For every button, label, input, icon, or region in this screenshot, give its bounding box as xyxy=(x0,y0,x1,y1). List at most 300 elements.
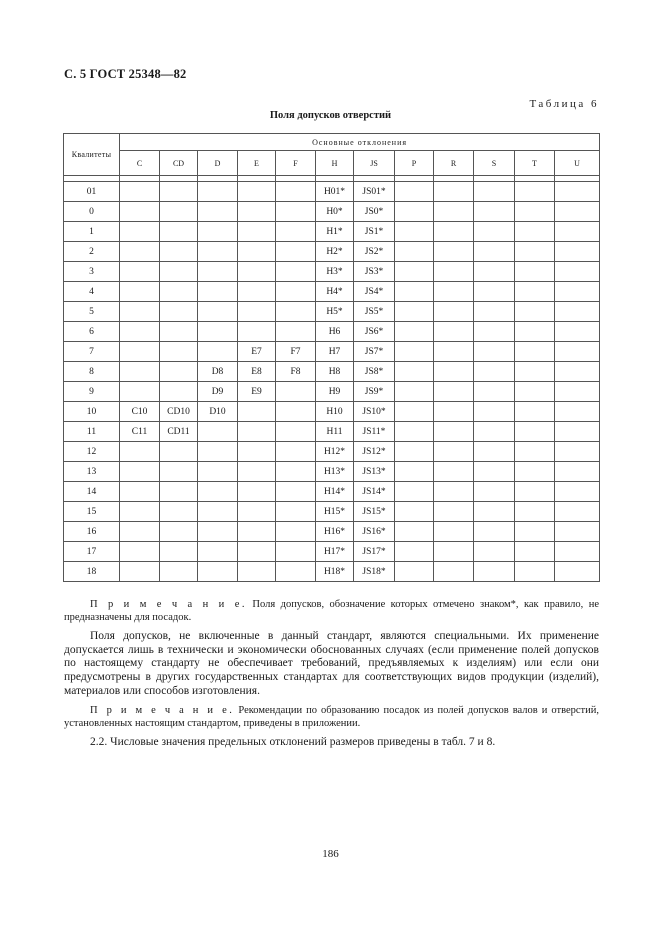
tolerance-cell xyxy=(276,202,316,222)
tolerance-cell xyxy=(434,202,474,222)
tolerance-cell xyxy=(395,402,434,422)
tolerance-cell xyxy=(276,262,316,282)
tolerance-cell xyxy=(120,282,160,302)
tolerance-cell xyxy=(120,442,160,462)
tolerance-cell xyxy=(276,502,316,522)
special-tolerances-paragraph: Поля допусков, не включенные в данный стандарт, являются специальными. Их применение допускается лишь в технически и экономически обоснованных случаях (если применение полей допусков по настоящему стандарту не обеспечивает требований, предъявляемых к изделиям) или если они предусмотрены в других государственных стандартах для соответствующих видов продукции (изделий), материалов или способов изготовления. xyxy=(64,630,599,697)
tolerance-cell xyxy=(474,342,515,362)
tolerance-cell: H0* xyxy=(316,202,354,222)
tolerance-cell: F7 xyxy=(276,342,316,362)
tolerance-cell xyxy=(276,462,316,482)
tolerance-cell: JS16* xyxy=(354,522,395,542)
tolerance-cell xyxy=(555,182,600,202)
tolerance-cell xyxy=(395,262,434,282)
tolerance-cell xyxy=(395,522,434,542)
table-row xyxy=(64,442,600,462)
tolerance-cell: H18* xyxy=(316,562,354,582)
tolerance-cell xyxy=(474,182,515,202)
tolerance-cell xyxy=(160,442,198,462)
tolerance-cell xyxy=(474,442,515,462)
tolerance-cell xyxy=(160,342,198,362)
tolerance-cell xyxy=(276,482,316,502)
tolerance-cell: H14* xyxy=(316,482,354,502)
tolerance-cell xyxy=(198,322,238,342)
tolerance-cell xyxy=(434,262,474,282)
tolerance-cell xyxy=(395,342,434,362)
tolerance-cell xyxy=(434,482,474,502)
tolerance-cell xyxy=(555,262,600,282)
qualitet-cell: 0 xyxy=(64,202,120,222)
column-header-h: H xyxy=(316,151,354,176)
tolerance-cell xyxy=(276,542,316,562)
tolerance-cell xyxy=(515,342,555,362)
table-row xyxy=(64,502,600,522)
table-row xyxy=(64,462,600,482)
tolerance-cell: JS8* xyxy=(354,362,395,382)
table-label: Таблица 6 xyxy=(529,98,599,110)
tolerance-cell xyxy=(515,502,555,522)
tolerance-cell xyxy=(395,562,434,582)
tolerance-cell xyxy=(434,422,474,442)
tolerance-cell xyxy=(555,462,600,482)
tolerance-cell xyxy=(474,482,515,502)
tolerance-cell xyxy=(555,282,600,302)
tolerance-cell: CD10 xyxy=(160,402,198,422)
tolerance-cell xyxy=(515,242,555,262)
tolerance-cell xyxy=(474,422,515,442)
tolerance-cell xyxy=(474,382,515,402)
tolerance-cell xyxy=(515,382,555,402)
tolerance-cell xyxy=(198,282,238,302)
tolerance-cell xyxy=(474,542,515,562)
tolerance-cell xyxy=(434,522,474,542)
tolerance-cell xyxy=(120,362,160,382)
tolerance-cell: JS12* xyxy=(354,442,395,462)
tolerance-cell xyxy=(515,542,555,562)
table-row xyxy=(64,362,600,382)
tolerance-cell xyxy=(395,282,434,302)
tolerance-cell xyxy=(515,442,555,462)
tolerance-cell xyxy=(474,282,515,302)
tolerance-cell xyxy=(434,402,474,422)
tolerance-cell xyxy=(474,242,515,262)
tolerance-cell xyxy=(395,222,434,242)
tolerance-cell xyxy=(238,202,276,222)
tolerance-cell xyxy=(555,502,600,522)
tolerance-cell: H2* xyxy=(316,242,354,262)
qualitet-cell: 9 xyxy=(64,382,120,402)
tolerance-cell xyxy=(160,282,198,302)
tolerance-cell xyxy=(276,562,316,582)
tolerance-cell xyxy=(555,482,600,502)
tolerance-cell xyxy=(474,202,515,222)
tolerance-cell: JS5* xyxy=(354,302,395,322)
tolerance-cell xyxy=(555,362,600,382)
tolerance-cell: D8 xyxy=(198,362,238,382)
qualitet-cell: 16 xyxy=(64,522,120,542)
column-header-d: D xyxy=(198,151,238,176)
tolerance-cell xyxy=(434,462,474,482)
tolerance-cell: H1* xyxy=(316,222,354,242)
tolerance-cell xyxy=(276,402,316,422)
table-row xyxy=(64,422,600,442)
tolerance-cell: H01* xyxy=(316,182,354,202)
tolerance-cell xyxy=(434,382,474,402)
tolerance-cell xyxy=(120,482,160,502)
tolerance-cell xyxy=(395,302,434,322)
tolerance-cell: H10 xyxy=(316,402,354,422)
tolerance-cell xyxy=(555,542,600,562)
qualitet-cell: 11 xyxy=(64,422,120,442)
tolerance-cell xyxy=(276,222,316,242)
tolerance-cell xyxy=(198,242,238,262)
tolerance-cell: JS7* xyxy=(354,342,395,362)
tolerance-cell xyxy=(555,222,600,242)
tolerance-cell xyxy=(160,502,198,522)
tolerance-cell xyxy=(120,302,160,322)
tolerance-cell xyxy=(474,262,515,282)
tolerance-cell: H16* xyxy=(316,522,354,542)
tolerance-cell xyxy=(238,322,276,342)
tolerance-cell xyxy=(276,282,316,302)
qualitet-cell: 3 xyxy=(64,262,120,282)
tolerance-cell xyxy=(555,322,600,342)
qualitet-cell: 14 xyxy=(64,482,120,502)
tolerance-cell xyxy=(395,382,434,402)
tolerance-cell xyxy=(198,302,238,322)
tolerance-cell xyxy=(555,302,600,322)
tolerance-cell xyxy=(160,242,198,262)
tolerance-cell: JS01* xyxy=(354,182,395,202)
tolerance-cell xyxy=(515,522,555,542)
tolerance-cell xyxy=(474,302,515,322)
qualitet-header: Квалитеты xyxy=(64,134,120,176)
tolerance-cell xyxy=(238,562,276,582)
tolerance-cell xyxy=(160,542,198,562)
tolerance-cell: JS2* xyxy=(354,242,395,262)
tolerance-cell xyxy=(434,542,474,562)
tolerance-cell: CD11 xyxy=(160,422,198,442)
tolerance-cell xyxy=(238,502,276,522)
column-header-c: C xyxy=(120,151,160,176)
tolerance-cell xyxy=(515,462,555,482)
tolerance-cell xyxy=(555,242,600,262)
tolerance-cell xyxy=(515,402,555,422)
tolerance-cell xyxy=(434,502,474,522)
tolerance-cell xyxy=(515,182,555,202)
tolerance-cell xyxy=(515,422,555,442)
tolerance-cell xyxy=(198,482,238,502)
column-header-r: R xyxy=(434,151,474,176)
note-text: Рекомендации по образованию посадок из полей допусков валов и отверстий, установленных настоящим стандартом, приведены в приложении. xyxy=(64,705,599,729)
table-row xyxy=(64,562,600,582)
tolerance-cell xyxy=(555,382,600,402)
tolerance-cell xyxy=(120,562,160,582)
tolerance-cell: JS6* xyxy=(354,322,395,342)
tolerance-cell xyxy=(395,542,434,562)
tolerance-cell xyxy=(120,542,160,562)
tolerance-cell: H15* xyxy=(316,502,354,522)
document-header: С. 5 ГОСТ 25348—82 xyxy=(64,67,187,81)
tolerance-cell xyxy=(198,202,238,222)
tolerance-cell xyxy=(120,182,160,202)
column-header-row xyxy=(64,151,600,176)
tolerance-cell xyxy=(160,322,198,342)
tolerance-cell xyxy=(276,242,316,262)
tolerance-cell xyxy=(474,562,515,582)
tolerance-cell xyxy=(120,342,160,362)
tolerance-cell: H7 xyxy=(316,342,354,362)
tolerance-cell: H6 xyxy=(316,322,354,342)
tolerance-cell: JS1* xyxy=(354,222,395,242)
tolerance-cell: E7 xyxy=(238,342,276,362)
tolerance-cell xyxy=(434,362,474,382)
tolerance-cell xyxy=(276,182,316,202)
qualitet-cell: 18 xyxy=(64,562,120,582)
tolerance-cell xyxy=(276,422,316,442)
table-row xyxy=(64,242,600,262)
qualitet-cell: 8 xyxy=(64,362,120,382)
tolerance-cell: D10 xyxy=(198,402,238,422)
table-body xyxy=(64,182,600,582)
tolerance-cell: C11 xyxy=(120,422,160,442)
qualitet-cell: 2 xyxy=(64,242,120,262)
tolerance-cell xyxy=(160,382,198,402)
tolerance-cell xyxy=(238,462,276,482)
table-row xyxy=(64,222,600,242)
tolerance-fields-table xyxy=(63,133,600,582)
tolerance-cell xyxy=(395,242,434,262)
tolerance-cell xyxy=(474,462,515,482)
qualitet-cell: 6 xyxy=(64,322,120,342)
tolerance-cell xyxy=(238,302,276,322)
tolerance-cell: JS17* xyxy=(354,542,395,562)
tolerance-cell: H17* xyxy=(316,542,354,562)
tolerance-cell xyxy=(395,322,434,342)
qualitet-cell: 5 xyxy=(64,302,120,322)
tolerance-cell: JS11* xyxy=(354,422,395,442)
qualitet-cell: 01 xyxy=(64,182,120,202)
column-header-u: U xyxy=(555,151,600,176)
qualitet-cell: 7 xyxy=(64,342,120,362)
tolerance-cell: F8 xyxy=(276,362,316,382)
column-header-p: P xyxy=(395,151,434,176)
table-row xyxy=(64,542,600,562)
tolerance-cell xyxy=(160,182,198,202)
tolerance-cell xyxy=(434,222,474,242)
tolerance-cell: JS10* xyxy=(354,402,395,422)
tolerance-cell xyxy=(515,562,555,582)
tolerance-cell xyxy=(160,462,198,482)
tolerance-cell xyxy=(395,422,434,442)
tolerance-cell xyxy=(238,182,276,202)
tolerance-cell xyxy=(238,282,276,302)
tolerance-cell xyxy=(238,422,276,442)
tolerance-cell xyxy=(515,482,555,502)
tolerance-cell xyxy=(198,182,238,202)
tolerance-cell xyxy=(474,522,515,542)
tolerance-cell xyxy=(160,222,198,242)
tolerance-cell: H11 xyxy=(316,422,354,442)
tolerance-cell xyxy=(434,442,474,462)
tolerance-cell xyxy=(395,462,434,482)
tolerance-cell xyxy=(395,182,434,202)
tolerance-cell: JS3* xyxy=(354,262,395,282)
column-header-js: JS xyxy=(354,151,395,176)
tolerance-cell xyxy=(395,362,434,382)
tolerance-cell xyxy=(120,262,160,282)
table-row xyxy=(64,282,600,302)
tolerance-cell xyxy=(120,322,160,342)
table-row xyxy=(64,322,600,342)
tolerance-cell xyxy=(198,462,238,482)
table-row xyxy=(64,182,600,202)
tolerance-cell xyxy=(515,322,555,342)
tolerance-cell xyxy=(160,262,198,282)
tolerance-cell xyxy=(238,542,276,562)
tolerance-cell xyxy=(238,482,276,502)
tolerance-cell xyxy=(198,262,238,282)
tolerance-cell xyxy=(198,502,238,522)
tolerance-cell xyxy=(120,222,160,242)
tolerance-cell xyxy=(555,202,600,222)
tolerance-cell xyxy=(276,322,316,342)
tolerance-cell: JS15* xyxy=(354,502,395,522)
tolerance-cell xyxy=(160,202,198,222)
qualitet-cell: 17 xyxy=(64,542,120,562)
tolerance-cell xyxy=(474,222,515,242)
tolerance-cell xyxy=(198,442,238,462)
tolerance-cell: JS14* xyxy=(354,482,395,502)
tolerance-cell xyxy=(198,522,238,542)
tolerance-cell: E9 xyxy=(238,382,276,402)
column-header-cd: CD xyxy=(160,151,198,176)
note-text: Поля допусков, обозначение которых отмечено знаком*, как правило, не предназначены для посадок. xyxy=(64,599,599,623)
tolerance-cell xyxy=(555,442,600,462)
tolerance-cell: H8 xyxy=(316,362,354,382)
table-row xyxy=(64,262,600,282)
qualitet-cell: 10 xyxy=(64,402,120,422)
tolerance-cell xyxy=(276,522,316,542)
table-row xyxy=(64,342,600,362)
tolerance-cell xyxy=(555,562,600,582)
tolerance-cell: D9 xyxy=(198,382,238,402)
tolerance-cell xyxy=(160,482,198,502)
tolerance-cell xyxy=(395,442,434,462)
tolerance-cell xyxy=(474,322,515,342)
note-label: П р и м е ч а н и е. xyxy=(90,599,247,610)
table-row xyxy=(64,522,600,542)
tolerance-cell xyxy=(198,562,238,582)
tolerance-cell: H9 xyxy=(316,382,354,402)
tolerance-cell xyxy=(555,422,600,442)
tolerance-cell: JS4* xyxy=(354,282,395,302)
tolerance-cell xyxy=(434,562,474,582)
tolerance-cell xyxy=(276,302,316,322)
tolerance-cell: JS13* xyxy=(354,462,395,482)
tolerance-cell xyxy=(160,562,198,582)
qualitet-cell: 1 xyxy=(64,222,120,242)
tolerance-cell xyxy=(120,502,160,522)
tolerance-cell xyxy=(474,402,515,422)
qualitet-cell: 12 xyxy=(64,442,120,462)
tolerance-cell xyxy=(395,502,434,522)
column-header-t: T xyxy=(515,151,555,176)
qualitet-cell: 15 xyxy=(64,502,120,522)
tolerance-cell xyxy=(515,222,555,242)
qualitet-cell: 13 xyxy=(64,462,120,482)
tolerance-cell xyxy=(198,422,238,442)
tolerance-cell xyxy=(238,242,276,262)
column-header-s: S xyxy=(474,151,515,176)
tolerance-cell xyxy=(238,402,276,422)
note-label: П р и м е ч а н и е. xyxy=(90,705,235,716)
tolerance-cell: H4* xyxy=(316,282,354,302)
table-row xyxy=(64,302,600,322)
tolerance-cell xyxy=(555,522,600,542)
page-number: 186 xyxy=(322,848,339,860)
tolerance-cell xyxy=(160,362,198,382)
tolerance-cell xyxy=(434,322,474,342)
tolerance-cell xyxy=(238,222,276,242)
tolerance-cell xyxy=(276,442,316,462)
tolerance-cell: H12* xyxy=(316,442,354,462)
qualitet-cell: 4 xyxy=(64,282,120,302)
tolerance-cell xyxy=(198,342,238,362)
tolerance-cell xyxy=(434,282,474,302)
tolerance-cell xyxy=(555,402,600,422)
tolerance-cell xyxy=(515,262,555,282)
tolerance-cell xyxy=(474,502,515,522)
tolerance-cell xyxy=(120,202,160,222)
tolerance-cell: H13* xyxy=(316,462,354,482)
tolerance-cell: C10 xyxy=(120,402,160,422)
tolerance-cell xyxy=(160,522,198,542)
tolerance-cell xyxy=(198,222,238,242)
tolerance-cell xyxy=(120,462,160,482)
tolerance-cell xyxy=(120,242,160,262)
tolerance-cell xyxy=(120,382,160,402)
basic-deviations-header: Основные отклонения xyxy=(120,134,600,151)
tolerance-cell xyxy=(238,442,276,462)
tolerance-cell xyxy=(515,202,555,222)
column-header-f: F xyxy=(276,151,316,176)
tolerance-cell xyxy=(120,522,160,542)
tolerance-cell xyxy=(434,302,474,322)
tolerance-cell xyxy=(238,262,276,282)
note-fit-recommendations xyxy=(64,704,599,730)
column-header-e: E xyxy=(238,151,276,176)
section-2-2: 2.2. Числовые значения предельных отклонений размеров приведены в табл. 7 и 8. xyxy=(90,736,496,748)
tolerance-cell xyxy=(555,342,600,362)
tolerance-cell xyxy=(434,182,474,202)
table-row xyxy=(64,202,600,222)
tolerance-cell: JS18* xyxy=(354,562,395,582)
tolerance-cell xyxy=(276,382,316,402)
tolerance-cell xyxy=(515,362,555,382)
tolerance-cell xyxy=(474,362,515,382)
tolerance-cell xyxy=(434,242,474,262)
tolerance-cell: JS0* xyxy=(354,202,395,222)
tolerance-cell xyxy=(160,302,198,322)
tolerance-cell xyxy=(198,542,238,562)
tolerance-cell: JS9* xyxy=(354,382,395,402)
tolerance-cell xyxy=(395,202,434,222)
table-row xyxy=(64,382,600,402)
tolerance-cell xyxy=(434,342,474,362)
table-title: Поля допусков отверстий xyxy=(269,110,392,121)
table-row xyxy=(64,482,600,502)
